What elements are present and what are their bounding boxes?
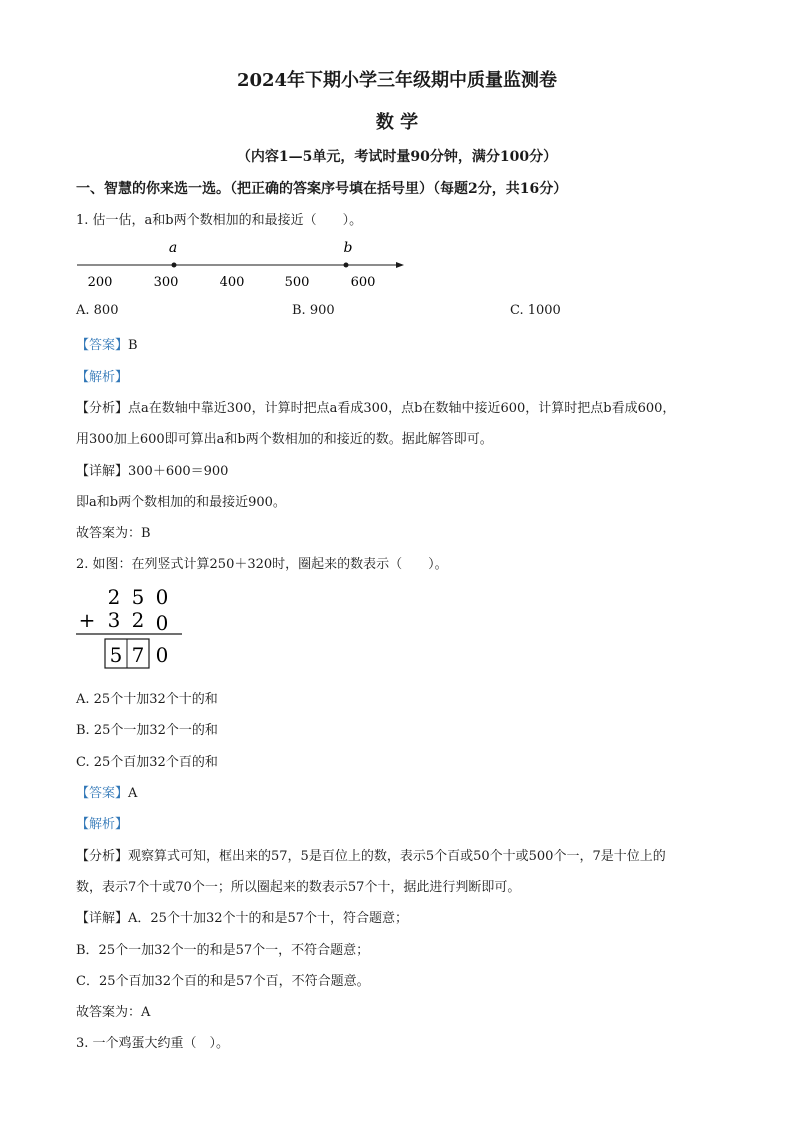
point-a-dot bbox=[172, 263, 177, 268]
q1-fenxi-line1: 【分析】点a在数轴中靠近300，计算时把点a看成300，点b在数轴中接近600，计算时把点b看成600， bbox=[76, 401, 676, 416]
answer-tag: 【答案】 bbox=[76, 338, 129, 353]
number-line-arrow bbox=[396, 262, 404, 268]
section-heading: 一、智慧的你来选一选。（把正确的答案序号填在括号里）（每题2分，共16分） bbox=[76, 181, 568, 197]
row1-digit-ones: 0 bbox=[155, 585, 169, 609]
tick-200: 200 bbox=[87, 275, 113, 290]
exam-title: 2024年下期小学三年级期中质量监测卷 bbox=[236, 70, 558, 91]
tick-300: 300 bbox=[153, 275, 179, 290]
exam-info: （内容1—5单元，考试时量90分钟，满分100分） bbox=[236, 149, 558, 165]
point-b-label: b bbox=[343, 240, 353, 256]
detail-tag: 【详解】 bbox=[76, 911, 129, 926]
result-digit-hundreds: 5 bbox=[109, 643, 123, 667]
row2-digit-tens: 2 bbox=[131, 608, 145, 632]
q2-final: 故答案为：A bbox=[76, 1005, 151, 1020]
q1-stem: 1. 估一估，a和b两个数相加的和最接近（ ）。 bbox=[76, 213, 363, 228]
q2-option-c: C. 25个百加32个百的和 bbox=[76, 755, 218, 770]
q1-option-b: B. 900 bbox=[292, 303, 335, 318]
q1-detail2: 即a和b两个数相加的和最接近900。 bbox=[76, 495, 286, 510]
q1-option-a: A. 800 bbox=[76, 303, 119, 318]
row2-digit-ones: 0 bbox=[155, 611, 169, 635]
result-digit-ones: 0 bbox=[155, 643, 169, 667]
answer-value: A bbox=[128, 786, 138, 801]
plus-sign: + bbox=[78, 608, 96, 632]
q1-number-line bbox=[70, 236, 415, 294]
q1-answer bbox=[76, 334, 138, 353]
q2-detail-a: 【详解】A．25个十加32个十的和是57个十，符合题意； bbox=[76, 911, 409, 926]
point-b-dot bbox=[344, 263, 349, 268]
subject-title: 数 学 bbox=[375, 112, 419, 133]
tick-600: 600 bbox=[350, 275, 376, 290]
answer-value: B bbox=[128, 338, 138, 353]
fenxi-tag: 【分析】 bbox=[76, 401, 129, 416]
q2-analysis-tag: 【解析】 bbox=[76, 817, 129, 832]
row1-digit-hundreds: 2 bbox=[107, 585, 121, 609]
row2-digit-hundreds: 3 bbox=[107, 608, 121, 632]
tick-500: 500 bbox=[284, 275, 310, 290]
q2-detail-c: C．25个百加32个百的和是57个百，不符合题意。 bbox=[76, 974, 370, 989]
q1-analysis-tag: 【解析】 bbox=[76, 370, 129, 385]
answer-tag: 【答案】 bbox=[76, 786, 129, 801]
q2-stem: 2. 如图：在列竖式计算250＋320时，圈起来的数表示（ ）。 bbox=[76, 557, 448, 572]
q3-stem: 3. 一个鸡蛋大约重（ ）。 bbox=[76, 1036, 230, 1051]
q2-vertical-addition bbox=[74, 583, 189, 673]
result-digit-tens: 7 bbox=[131, 643, 145, 667]
q1-final: 故答案为：B bbox=[76, 526, 151, 541]
row1-digit-tens: 5 bbox=[131, 585, 145, 609]
q1-detail: 【详解】300＋600＝900 bbox=[76, 464, 229, 479]
tick-400: 400 bbox=[219, 275, 245, 290]
q2-option-b: B. 25个一加32个一的和 bbox=[76, 723, 218, 738]
q1-option-c: C. 1000 bbox=[510, 303, 561, 318]
q1-fenxi-line2: 用300加上600即可算出a和b两个数相加的和接近的数。据此解答即可。 bbox=[76, 432, 493, 447]
q2-option-a: A. 25个十加32个十的和 bbox=[76, 692, 218, 707]
q2-fenxi-line1: 【分析】观察算式可知，框出来的57，5是百位上的数，表示5个百或50个十或500个一，7是十位上的 bbox=[76, 849, 666, 864]
q2-answer bbox=[76, 782, 137, 801]
q2-detail-b: B．25个一加32个一的和是57个一，不符合题意； bbox=[76, 943, 370, 958]
fenxi-tag: 【分析】 bbox=[76, 849, 129, 864]
q2-fenxi-line2: 数，表示7个十或70个一；所以圈起来的数表示57个十，据此进行判断即可。 bbox=[76, 880, 521, 895]
detail-tag: 【详解】 bbox=[76, 464, 129, 479]
point-a-label: a bbox=[168, 240, 178, 256]
